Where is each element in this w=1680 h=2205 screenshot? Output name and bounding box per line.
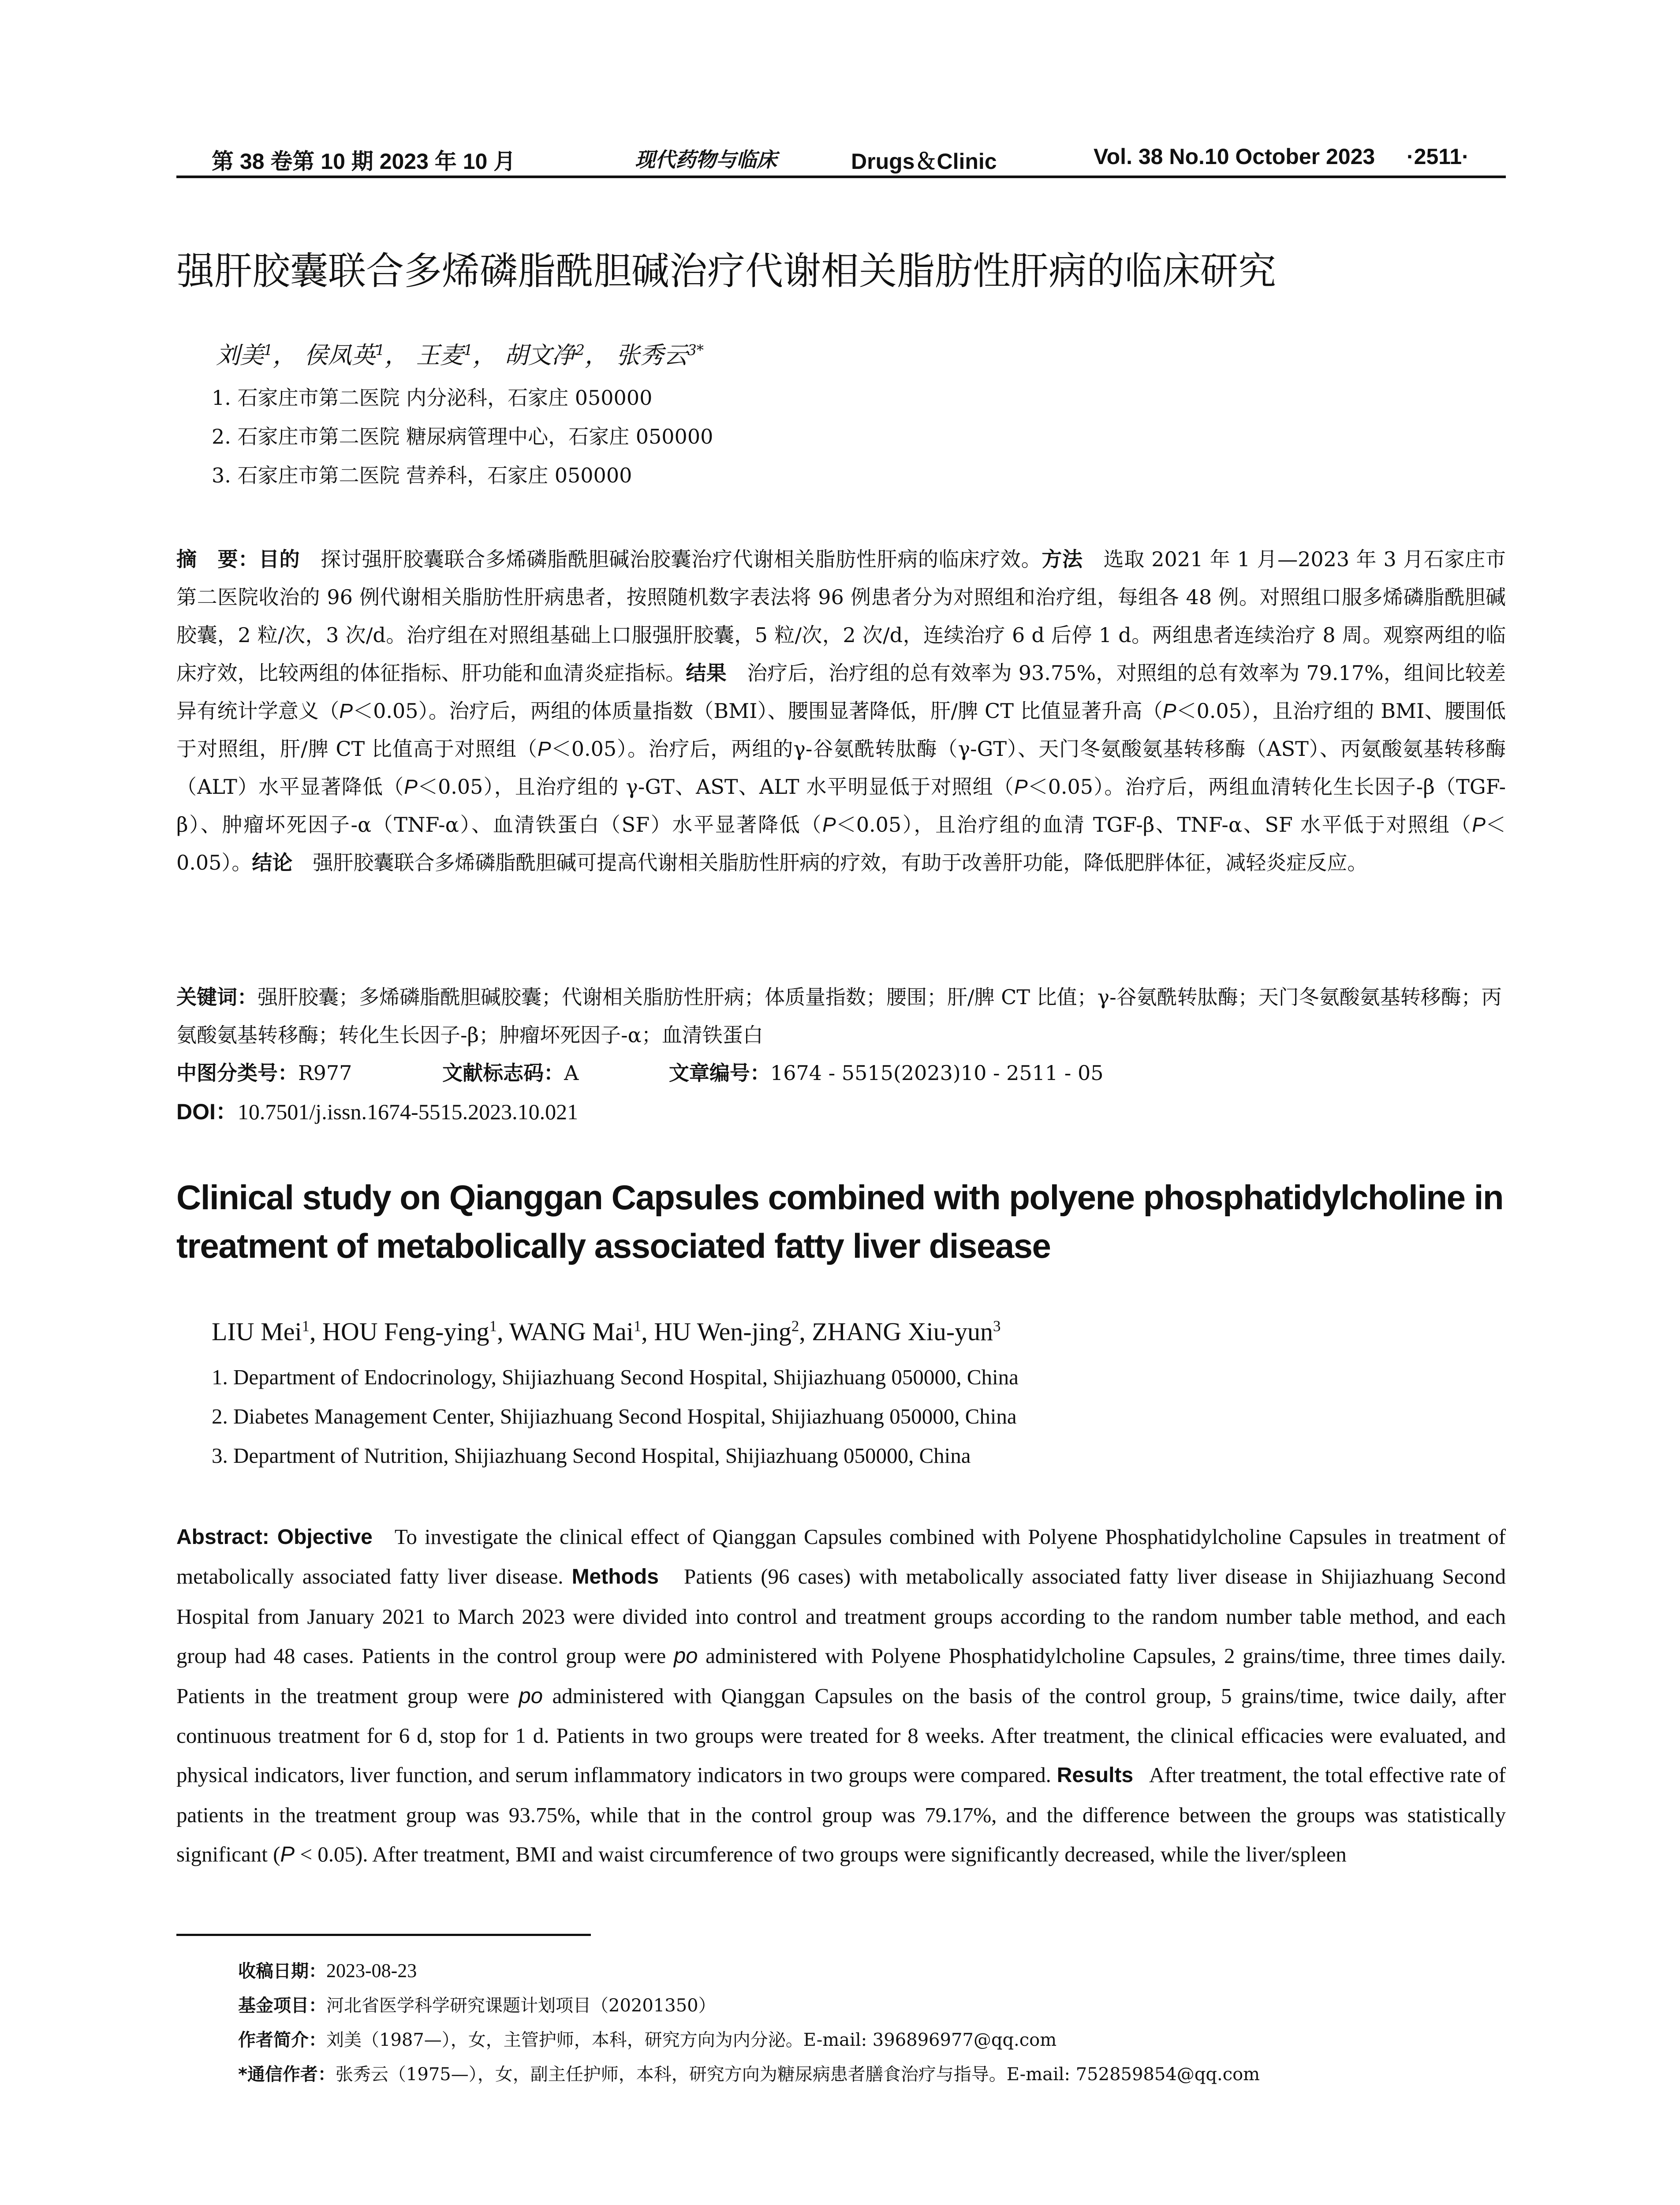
received-label: 收稿日期： [238, 1961, 326, 1981]
running-header [176, 140, 1506, 178]
author-name: 侯凤英 [304, 341, 376, 369]
results-text: ＜0.05）。治疗后，两组的γ-谷氨酰转肽酶（γ-GT）、天门冬氨酸氨基转移酶（AST）、丙氨酸氨基转移酶（ALT）水平显著降低（ [176, 737, 1506, 799]
header-issue: 第 38 卷第 10 期 2023 年 10 月 [212, 149, 516, 174]
article-number [669, 1054, 1104, 1092]
results-text: 治疗后，治疗组的总有效率为 93.75%，对照组的总有效率为 79.17%，组间比较差异有统计学意义（ [176, 661, 1506, 723]
author-name: WANG Mai [509, 1317, 634, 1346]
authors-chinese: 刘美$^1$， 侯凤英$^1$， 王麦$^1$， 胡文净$^2$， 张秀云$^{3*}$ [216, 341, 704, 369]
po-term: po [673, 1644, 698, 1668]
footnote-author [238, 2023, 1260, 2057]
title-english: Clinical study on Qianggan Capsules combined with polyene phosphatidylcholine in treatment of metabolically associated fatty liver disease [176, 1178, 1504, 1265]
author-bio-text: 刘美（1987—），女，主管护师，本科，研究方向为内分泌。E-mail: 396896977@qq.com [326, 2030, 1057, 2050]
footnote-divider [176, 1934, 591, 1936]
abstract-english [176, 1517, 1506, 1875]
document-code-label: 文献标志码： [442, 1061, 564, 1085]
methods-label: Methods [571, 1565, 659, 1589]
header-volume: Vol. 38 No.10 October 2023 [1094, 144, 1375, 169]
results-text: After treatment, the total effective rate of patients in the treatment group was 93.75%, while that in the control group was 79.17%, and the difference between the groups was statistically significant ( [176, 1763, 1506, 1867]
author-name: LIU Mei [212, 1317, 302, 1346]
doi [176, 1093, 578, 1131]
article-number-label: 文章编号： [668, 1061, 770, 1085]
p-symbol: P [404, 775, 418, 798]
results-label: Results [1057, 1764, 1134, 1787]
p-symbol: P [1014, 775, 1028, 798]
author-name: ZHANG Xiu-yun [812, 1317, 993, 1346]
po-term: po [519, 1684, 543, 1708]
footnote-corresponding [238, 2057, 1260, 2092]
author-affiliation-mark: 2 [575, 342, 585, 359]
results-label: 结果 [686, 661, 727, 685]
footnote-received [238, 1954, 1260, 1988]
objective-text: 探讨强肝胶囊联合多烯磷脂酰胆碱治胶囊治疗代谢相关脂肪性肝病的临床疗效。 [321, 547, 1042, 571]
objective-text: To investigate the clinical effect of Qianggan Capsules combined with Polyene Phosphatidylcholine Capsules in treatment of metabolically associated fatty liver disease. [176, 1525, 1506, 1589]
clc-label: 中图分类号： [176, 1061, 298, 1085]
author-bio-label: 作者简介： [238, 2030, 326, 2050]
methods-text: Patients (96 cases) with metabolically associated fatty liver disease in Shijiazhuang Second Hospital from January 2021 to March 2023 were divided into control and treatment groups according to the random number table method, and each group had 48 cases. Patients in the control group were [176, 1564, 1506, 1668]
methods-text: 选取 2021 年 1 月—2023 年 3 月石家庄市第二医院收治的 96 例代谢相关脂肪性肝病患者，按照随机数字表法将 96 例患者分为对照组和治疗组，每组各 48 例。对照组口服多烯磷脂酰胆碱胶囊，2 粒/次，3 次/d。治疗组在对照组基础上口服强肝胶囊，5 粒/次，2 次/d，连续治疗 6 d 后停 1 d。两组患者连续治疗 8 周。观察两组的临床疗效，比较两组的体征指标、肝功能和血清炎症指标。 [176, 547, 1506, 685]
document-code-value: A [564, 1061, 579, 1085]
author-name: HU Wen-jing [654, 1317, 791, 1346]
received-date: 2023-08-23 [326, 1960, 417, 1981]
results-text: ＜0.05），且治疗组的血清 TGF-β、TNF-α、SF 水平低于对照组（ [836, 813, 1472, 837]
p-symbol: P [280, 1842, 295, 1867]
keywords-label: 关键词： [176, 985, 258, 1009]
fund-label: 基金项目： [238, 1996, 326, 2016]
author-name: 王麦 [416, 341, 464, 369]
author-name: 张秀云 [616, 341, 688, 369]
methods-text: administered with Qianggan Capsules on the basis of the control group, 5 grains/time, twice daily, after continuous treatment for 6 d, stop for 1 d. Patients in two groups were treated for 8 weeks. After treatment, the clinical efficacies were evaluated, and physical indicators, liver function, and serum inflammatory indicators in two groups were compared. [176, 1683, 1506, 1787]
p-symbol: P [538, 737, 551, 760]
results-text: < 0.05). After treatment, BMI and waist circumference of two groups were significantly decreased, while the liver/spleen [295, 1842, 1347, 1867]
footnotes [238, 1954, 1260, 2092]
affiliation-english-1: 1. Department of Endocrinology, Shijiazhuang Second Hospital, Shijiazhuang 050000, China [212, 1365, 1019, 1389]
abstract-chinese [176, 540, 1506, 882]
header-journal-cn: 现代药物与临床 [635, 148, 777, 172]
author-affiliation-mark: 1 [302, 1317, 310, 1335]
results-text: ＜0.05）。治疗后，两组的体质量指数（BMI）、腰围显著降低，肝/脾 CT 比值显著升高（ [353, 699, 1163, 723]
author-affiliation-mark: 1 [633, 1317, 642, 1335]
affiliation-chinese-3: 3. 石家庄市第二医院 营养科，石家庄 050000 [212, 463, 632, 487]
author-affiliation-mark: 1 [375, 342, 385, 359]
methods-label: 方法 [1042, 547, 1083, 571]
author-affiliation-mark: 3 [993, 1317, 1001, 1335]
affiliation-chinese-1: 1. 石家庄市第二医院 内分泌科，石家庄 050000 [212, 386, 653, 410]
p-symbol: P [1472, 813, 1486, 836]
affiliation-chinese-2: 2. 石家庄市第二医院 糖尿病管理中心，石家庄 050000 [212, 425, 713, 448]
affiliation-english-3: 3. Department of Nutrition, Shijiazhuang Second Hospital, Shijiazhuang 050000, China [212, 1443, 971, 1468]
title-chinese: 强肝胶囊联合多烯磷脂酰胆碱治疗代谢相关脂肪性肝病的临床研究 [176, 249, 1276, 293]
conclusion-text: 强肝胶囊联合多烯磷脂酰胆碱可提高代谢相关脂肪性肝病的疗效，有助于改善肝功能，降低肥胖体征，减轻炎症反应。 [313, 851, 1368, 875]
results-text: ＜0.05）。 [176, 813, 1506, 875]
results-text: ＜0.05），且治疗组的 γ-GT、AST、ALT 水平明显低于对照组（ [417, 775, 1014, 799]
author-name: 刘美 [216, 341, 264, 369]
author-name: 胡文净 [504, 341, 576, 369]
document-code [442, 1054, 579, 1092]
abstract-objective-label: Abstract: Objective [176, 1525, 373, 1549]
p-symbol: P [822, 813, 836, 836]
header-page-number: ·2511· [1407, 144, 1469, 169]
header-journal-en: Drugs＆Clinic [851, 149, 997, 174]
results-text: ＜0.05），且治疗组的 BMI、腰围低于对照组，肝/脾 CT 比值高于对照组（ [176, 699, 1506, 761]
corresponding-text: 张秀云（1975—），女，副主任护师，本科，研究方向为糖尿病患者膳食治疗与指导。E-mail: 752859854@qq.com [335, 2064, 1260, 2085]
objective-label: 目的 [258, 547, 300, 571]
authors-english: LIU Mei$^1$, HOU Feng-ying$^1$, WANG Mai$^1$, HU Wen-jing$^2$, ZHANG Xiu-yun$^3$ [212, 1317, 1001, 1346]
conclusion-label: 结论 [252, 851, 293, 875]
article-number-value: 1674 - 5515(2023)10 - 2511 - 05 [770, 1061, 1104, 1085]
p-symbol: P [339, 699, 353, 722]
keywords-text: 强肝胶囊；多烯磷脂酰胆碱胶囊；代谢相关脂肪性肝病；体质量指数；腰围；肝/脾 CT 比值；γ-谷氨酰转肽酶；天门冬氨酸氨基转移酶；丙氨酸氨基转移酶；转化生长因子-β；肿瘤坏死因子-α；血清铁蛋白 [176, 985, 1502, 1047]
classification-line [176, 1054, 1187, 1092]
p-symbol: P [1162, 699, 1176, 722]
footnote-fund [238, 1988, 1260, 2023]
doi-value[interactable]: 10.7501/j.issn.1674-5515.2023.10.021 [237, 1099, 579, 1124]
author-name: HOU Feng-ying [322, 1317, 489, 1346]
clc-value: R977 [298, 1061, 352, 1085]
author-affiliation-mark: 3* [687, 342, 704, 359]
affiliation-english-2: 2. Diabetes Management Center, Shijiazhuang Second Hospital, Shijiazhuang 050000, China [212, 1404, 1017, 1428]
author-affiliation-mark: 2 [791, 1317, 799, 1335]
keywords-chinese [176, 978, 1506, 1054]
results-text: ＜0.05）。治疗后，两组血清转化生长因子-β（TGF-β）、肿瘤坏死因子-α（TNF-α）、血清铁蛋白（SF）水平显著降低（ [176, 775, 1506, 837]
author-affiliation-mark: 1 [463, 342, 473, 359]
author-affiliation-mark: 1 [489, 1317, 497, 1335]
clc-number [176, 1054, 352, 1092]
methods-text: administered with Polyene Phosphatidylcholine Capsules, 2 grains/time, three times daily. Patients in the treatment group were [176, 1644, 1506, 1708]
doi-label: DOI： [176, 1099, 238, 1124]
abstract-label: 摘 要： [176, 547, 259, 571]
author-affiliation-mark: 1 [264, 342, 273, 359]
fund-text: 河北省医学科学研究课题计划项目（20201350） [326, 1996, 716, 2016]
corresponding-label: *通信作者： [238, 2064, 336, 2085]
